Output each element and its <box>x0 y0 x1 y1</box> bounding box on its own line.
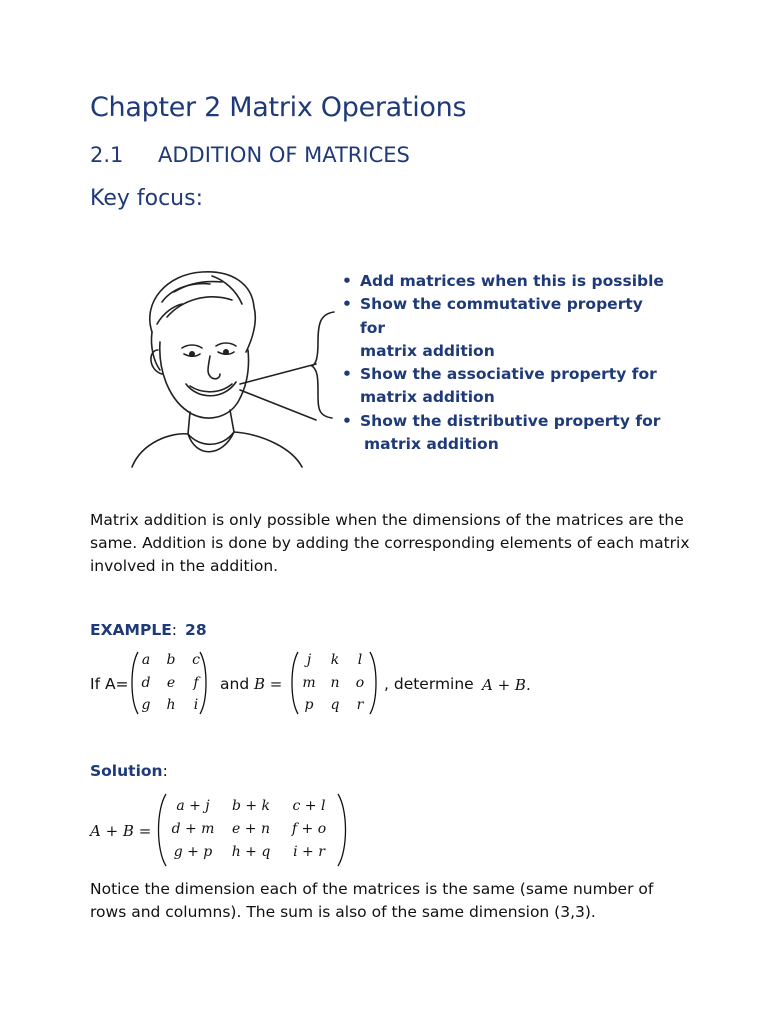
matrix-b-cell: o <box>355 675 365 691</box>
focus-point-continuation: matrix addition <box>364 435 499 454</box>
bullet-icon: • <box>342 272 352 290</box>
notice-paragraph: Notice the dimension each of the matrices is the same (same number of rows and columns). The sum is also of the same dimension (3,3). <box>90 880 654 921</box>
example-label <box>90 621 207 639</box>
matrix-b-cell: l <box>357 652 363 668</box>
example-colon: : <box>171 621 178 639</box>
focus-point-continuation: matrix addition <box>360 388 495 407</box>
sum-lhs: A + B = <box>90 822 152 840</box>
matrix-b-cell: p <box>304 697 314 713</box>
focus-point <box>340 410 670 457</box>
matrix-a-cell: d <box>141 675 151 691</box>
matrix-a-cell: c <box>192 652 200 668</box>
sum-matrix-cell: d + m <box>171 821 215 837</box>
solution-label <box>90 762 168 780</box>
and-text: and <box>220 675 250 693</box>
b-label: B = <box>254 675 283 693</box>
focus-points-list <box>340 270 670 456</box>
section-title: ADDITION OF MATRICES <box>158 143 410 167</box>
matrix-b-cell: m <box>302 675 316 691</box>
focus-point-text: Show the associative property for <box>360 365 657 384</box>
example-word: EXAMPLE <box>90 621 172 639</box>
sum-matrix-cell: e + n <box>232 821 270 837</box>
intro-paragraph: Matrix addition is only possible when the dimensions of the matrices are the same. Addition is done by adding the corresponding elements of each matrix involved in the addition. <box>90 511 690 575</box>
student-illustration <box>112 262 372 472</box>
matrix-b-cell: q <box>330 697 340 713</box>
focus-point-text: Show the distributive property for <box>360 411 661 430</box>
bullet-icon: • <box>342 365 352 384</box>
solution-colon: : <box>162 762 168 780</box>
bullet-icon: • <box>342 295 352 314</box>
matrix-a-cell: h <box>166 697 176 713</box>
determine-text: , determine <box>384 675 474 693</box>
sum-matrix-cell: c + l <box>292 798 326 814</box>
sum-matrix-cell: i + r <box>293 844 325 860</box>
target-expression: A + B. <box>482 676 531 694</box>
section-number: 2.1 <box>90 143 124 167</box>
matrix-b-cell: j <box>306 652 312 668</box>
matrix-a-cell: e <box>166 675 176 691</box>
sum-matrix-cell: b + k <box>231 798 271 814</box>
bullet-icon: • <box>342 411 352 430</box>
example-number: 28 <box>185 621 207 639</box>
focus-point <box>340 363 670 410</box>
matrix-b-cell: n <box>330 675 340 691</box>
matrix-a-cell: f <box>193 675 199 691</box>
chapter-title: Chapter 2 Matrix Operations <box>90 92 467 123</box>
matrix-a-cell: b <box>166 652 176 668</box>
problem-statement <box>90 650 690 720</box>
if-text: If A= <box>90 675 129 693</box>
sum-matrix-cell: f + o <box>291 821 327 837</box>
focus-point <box>340 293 670 363</box>
matrix-b-cell: r <box>356 697 364 713</box>
section-heading <box>90 143 410 167</box>
key-focus-heading: Key focus: <box>90 186 203 211</box>
sum-matrix-cell: a + j <box>176 798 210 814</box>
solution-word: Solution <box>90 762 163 780</box>
sum-matrix-cell: g + p <box>173 844 213 860</box>
matrix-b-cell: k <box>330 652 340 668</box>
focus-point-text: Add matrices when this is possible <box>360 272 664 290</box>
matrix-a-cell: i <box>193 697 199 713</box>
focus-point <box>340 270 670 293</box>
focus-point-text: Show the commutative property for <box>360 295 643 337</box>
focus-point-continuation: matrix addition <box>360 341 495 360</box>
matrix-a-cell: g <box>141 697 151 713</box>
matrix-a-cell: a <box>141 652 151 668</box>
sum-equation <box>90 792 430 870</box>
sum-matrix-cell: h + q <box>231 844 271 860</box>
